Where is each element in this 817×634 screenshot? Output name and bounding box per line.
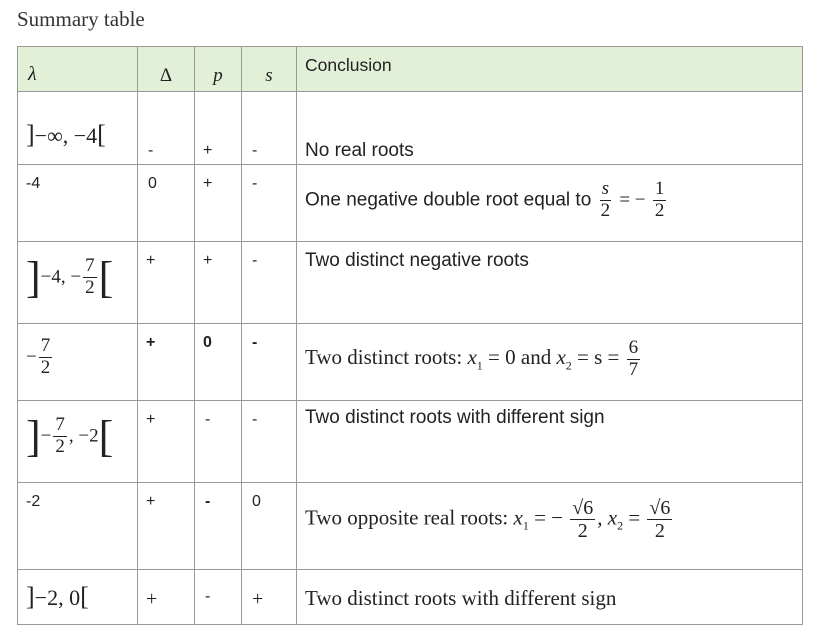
cell-s: 0 — [242, 483, 297, 570]
page-title: Summary table — [17, 7, 145, 31]
cell-conclusion: Two distinct roots with different sign — [297, 401, 803, 483]
cell-conclusion: Two distinct roots: $x_1 = 0$ and $x_2 = s$ = $\frac{6}{7}$ — [297, 324, 803, 401]
cell-lambda: ]−∞, −4[ — [18, 92, 138, 165]
cell-p: 0 — [195, 324, 242, 401]
header-p: p — [195, 47, 242, 92]
cell-p: + — [195, 242, 242, 324]
header-delta: Δ — [138, 47, 195, 92]
header-conclusion: Conclusion — [297, 47, 803, 92]
cell-s: - — [242, 324, 297, 401]
cell-delta: + — [138, 570, 195, 625]
cell-s: - — [242, 242, 297, 324]
table-row — [18, 242, 803, 324]
cell-s: - — [242, 92, 297, 165]
cell-p: + — [195, 92, 242, 165]
table-row — [18, 401, 803, 483]
cell-delta: 0 — [138, 165, 195, 242]
header-s: s — [242, 47, 297, 92]
cell-lambda: − $\frac{7}{2}$ — [18, 324, 138, 401]
summary-table — [17, 46, 803, 625]
cell-lambda: ]−4, − $\frac{7}{2}$ [ — [18, 242, 138, 324]
table-row — [18, 570, 803, 625]
cell-conclusion: Two opposite real roots: $x_1$ = − $\frac{√6}{2}$ , $x_2$ = $\frac{√6}{2}$ — [297, 483, 803, 570]
cell-conclusion: Two distinct roots with different sign — [297, 570, 803, 625]
cell-lambda: ]− $\frac{7}{2}$ , −2[ — [18, 401, 138, 483]
table-row — [18, 483, 803, 570]
header-lambda: λ — [18, 47, 138, 92]
cell-p: - — [195, 483, 242, 570]
cell-conclusion: Two distinct negative roots — [297, 242, 803, 324]
table-row — [18, 92, 803, 165]
cell-delta: - — [138, 92, 195, 165]
cell-s: + — [242, 570, 297, 625]
cell-s: - — [242, 401, 297, 483]
cell-p: - — [195, 570, 242, 625]
table-row — [18, 324, 803, 401]
cell-delta: + — [138, 483, 195, 570]
cell-p: - — [195, 401, 242, 483]
cell-s: - — [242, 165, 297, 242]
cell-delta: + — [138, 242, 195, 324]
cell-p: + — [195, 165, 242, 242]
cell-conclusion: No real roots — [297, 92, 803, 165]
cell-delta: + — [138, 401, 195, 483]
cell-conclusion: One negative double root equal to $\frac{s}{2}$ = − $\frac{1}{2}$ — [297, 165, 803, 242]
cell-delta: + — [138, 324, 195, 401]
table-row — [18, 165, 803, 242]
table-header-row — [18, 47, 803, 92]
cell-lambda: ]−2, 0[ — [18, 570, 138, 625]
cell-lambda: -4 — [18, 165, 138, 242]
cell-lambda: -2 — [18, 483, 138, 570]
